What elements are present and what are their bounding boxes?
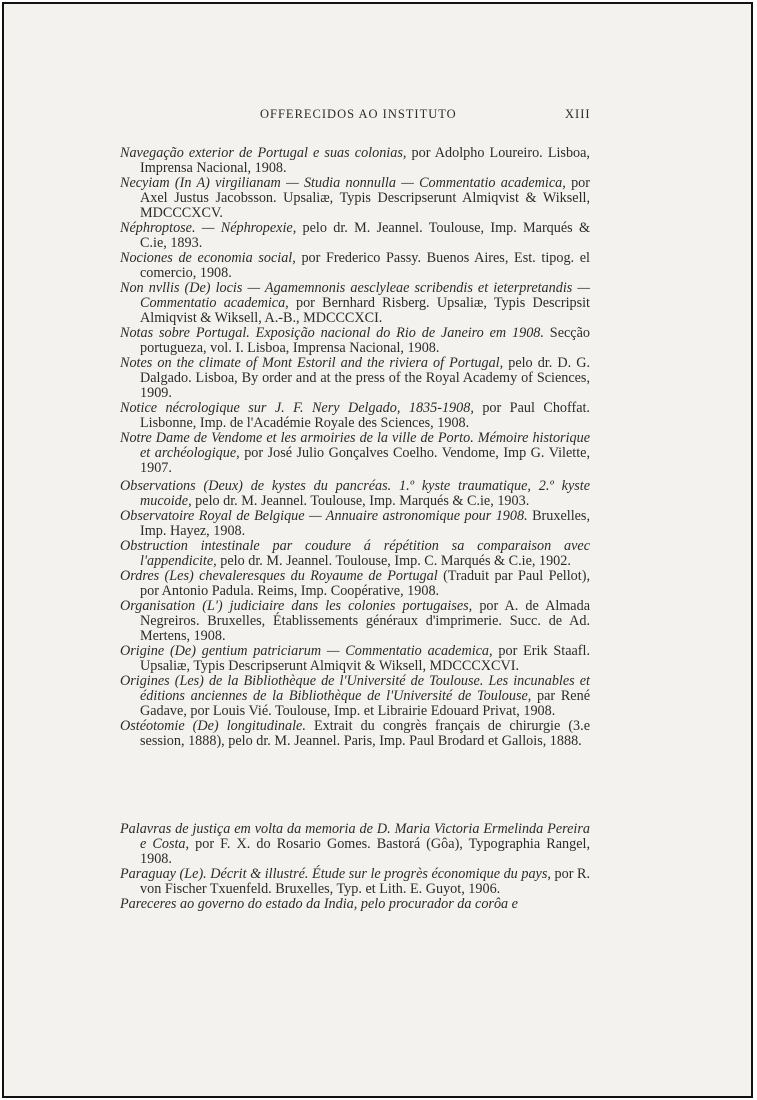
entry-title: Notes on the climate of Mont Estoril and the riviera of Portugal, xyxy=(120,355,504,371)
list-item xyxy=(120,431,590,476)
list-item xyxy=(120,401,590,431)
entry-title: Necyiam (In A) virgilianam — Studia nonnulla — Commentatio academica, xyxy=(120,175,566,191)
list-item xyxy=(120,509,590,539)
entry-title: Organisation (L') judiciaire dans les colonies portugaises, xyxy=(120,598,473,614)
list-item xyxy=(120,326,590,356)
entry-details: Bruxelles, Imp. Hayez, 1908. xyxy=(140,508,591,539)
list-item xyxy=(120,644,590,674)
entry-details: pelo dr. M. Jeannel. Toulouse, Imp. Marqués & C.ie, 1893. xyxy=(140,220,591,251)
entry-details: (Traduit par Paul Pellot), por Antonio Padula. Reims, Imp. Coopérative, 1908. xyxy=(140,568,590,599)
entry-title: Non nvllis (De) locis — Agamemnonis aesclyleae scribendis et ieterpretandis — Commentatio academica, xyxy=(120,280,590,311)
entry-title: Ostéotomie (De) longitudinale. xyxy=(120,718,306,734)
running-header xyxy=(0,107,757,127)
list-item xyxy=(120,569,590,599)
page-number: XIII xyxy=(565,107,591,121)
entry-details: por Axel Justus Jacobsson. Upsaliæ, Typis Descripserunt Almiqvist & Wiksell, MDCCCXCV. xyxy=(140,175,590,221)
entry-title: Origines (Les) de la Bibliothèque de l'Université de Toulouse. Les incunables et éditions anciennes de la Bibliothèque de l'Université de Toulouse, xyxy=(120,673,590,704)
entry-title: Palavras de justiça em volta da memoria de D. Maria Victoria Ermelinda Pereira e Costa, xyxy=(120,821,590,852)
entry-title: Ordres (Les) chevaleresques du Royaume de Portugal xyxy=(120,568,438,584)
entry-details: por Erik Staafl. Upsaliæ, Typis Descripserunt Almiqvit & Wiksell, MDCCCXCVI. xyxy=(140,643,590,674)
entry-title: Nociones de economia social, xyxy=(120,250,296,266)
entry-details: por R. von Fischer Txuenfeld. Bruxelles, Typ. et Lith. E. Guyot, 1906. xyxy=(140,866,591,897)
list-item xyxy=(120,176,590,221)
entry-details: pelo dr. M. Jeannel. Toulouse, Imp. C. Marqués & C.ie, 1902. xyxy=(216,553,571,569)
entry-details: por A. de Almada Negreiros. Bruxelles, Établissements généraux d'imprimerie. Succ. de Ad. Mertens, 1908. xyxy=(140,598,590,644)
entry-details: por F. X. do Rosario Gomes. Bastorá (Gôa), Typographia Rangel, 1908. xyxy=(140,836,590,867)
section-n xyxy=(120,146,590,476)
list-item xyxy=(120,146,590,176)
entry-title: Notre Dame de Vendome et les armoiries de la ville de Porto. Mémoire historique et archéologique, xyxy=(120,430,590,461)
entry-title: Notas sobre Portugal. Exposição nacional do Rio de Janeiro em 1908. xyxy=(120,325,544,341)
entry-details: Secção portugueza, vol. I. Lisboa, Imprensa Nacional, 1908. xyxy=(140,325,590,356)
list-item xyxy=(120,599,590,644)
entry-title: Paraguay (Le). Décrit & illustré. Étude sur le progrès économique du pays, xyxy=(120,866,551,882)
section-p xyxy=(120,822,590,912)
list-item xyxy=(120,221,590,251)
entry-details: pelo dr. M. Jeannel. Toulouse, Imp. Marqués & C.ie, 1903. xyxy=(191,493,530,509)
entry-details: por Frederico Passy. Buenos Aires, Est. tipog. el comercio, 1908. xyxy=(140,250,590,281)
entry-title: Pareceres ao governo do estado da India, pelo procurador da corôa e xyxy=(120,896,518,912)
entry-details: por José Julio Gonçalves Coelho. Vendome, Imp G. Vilette, 1907. xyxy=(140,445,590,476)
entry-details: por Adolpho Loureiro. Lisboa, Imprensa Nacional, 1908. xyxy=(140,145,590,176)
entry-title: Notice nécrologique sur J. F. Nery Delgado, 1835-1908, xyxy=(120,400,474,416)
entry-details: Extrait du congrès français de chirurgie (3.e session, 1888), pelo dr. M. Jeannel. Paris, Imp. Paul Brodard et Gallois, 1888. xyxy=(140,718,590,749)
entry-title: Néphroptose. — Néphropexie, xyxy=(120,220,297,236)
list-item xyxy=(120,539,590,569)
list-item xyxy=(120,822,590,867)
list-item xyxy=(120,867,590,897)
running-title: OFFERECIDOS AO INSTITUTO xyxy=(260,107,457,121)
list-item xyxy=(120,479,590,509)
entry-title: Origine (De) gentium patriciarum — Commentatio academica, xyxy=(120,643,493,659)
list-item xyxy=(120,674,590,719)
section-o xyxy=(120,479,590,749)
entry-details: por Bernhard Risberg. Upsaliæ, Typis Descripsit Almiqvist & Wiksell, A.-B., MDCCCXCI. xyxy=(140,295,591,326)
entry-title: Observations (Deux) de kystes du pancréas. 1.º kyste traumatique, 2.º kyste mucoide, xyxy=(120,478,590,509)
entry-details: por Paul Choffat. Lisbonne, Imp. de l'Académie Royale des Sciences, 1908. xyxy=(140,400,590,431)
list-item xyxy=(120,897,590,912)
entry-title: Navegação exterior de Portugal e suas colonias, xyxy=(120,145,407,161)
list-item xyxy=(120,251,590,281)
entry-details: par René Gadave, por Louis Vié. Toulouse, Imp. et Librairie Edouard Privat, 1908. xyxy=(140,688,590,719)
list-item xyxy=(120,719,590,749)
list-item xyxy=(120,281,590,326)
entry-details: pelo dr. D. G. Dalgado. Lisboa, By order and at the press of the Royal Academy of Sciences, 1909. xyxy=(140,355,590,401)
entry-title: Obstruction intestinale par coudure á répétition sa comparaison avec l'appendicite, xyxy=(120,538,590,569)
entry-title: Observatoire Royal de Belgique — Annuaire astronomique pour 1908. xyxy=(120,508,528,524)
list-item xyxy=(120,356,590,401)
